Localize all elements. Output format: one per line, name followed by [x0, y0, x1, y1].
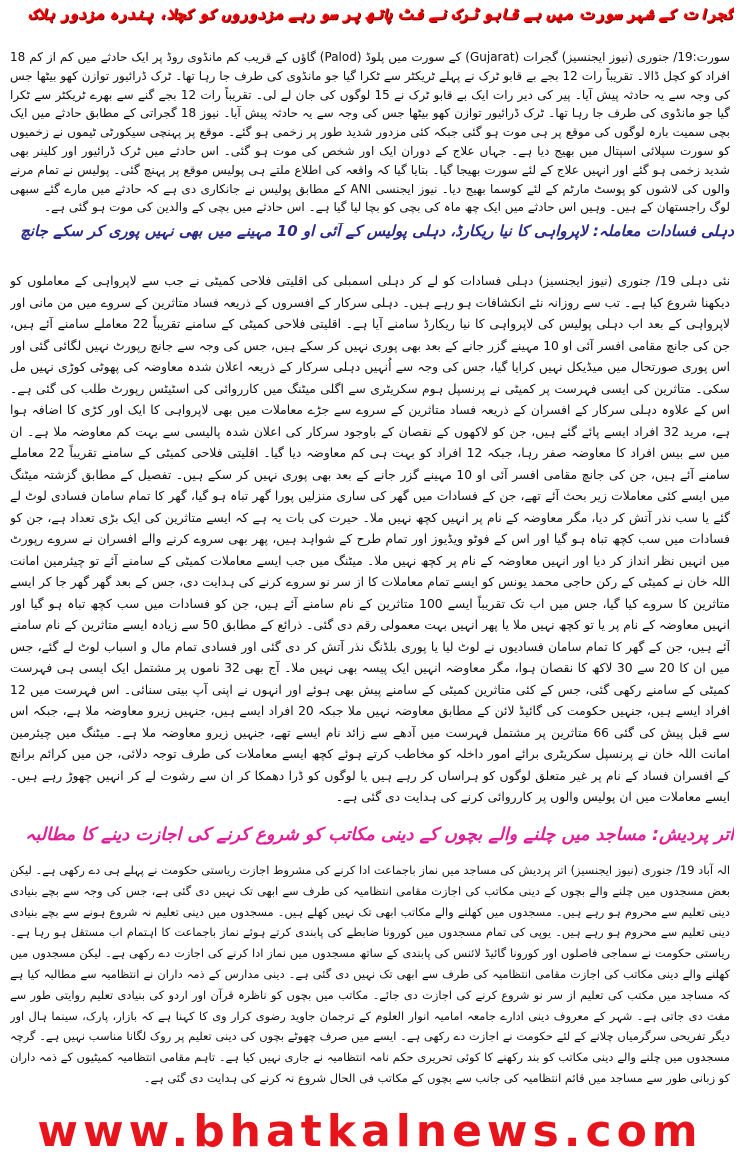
website-url: www.bhatkalnews.com [37, 1108, 703, 1156]
headline-up-madrasa: اُتر پردیش: مساجد میں چلنے والے بچوں کے دینی مکاتب کو شروع کرنے کی اجازت دینے کا مطالبہ [25, 826, 734, 845]
headline-gujarat-accident: گجرات کے شہر سورت میں بے قابو ٹرک نے فٹ پاتھ پر سو رہے مزدوروں کو کچلا، پندرہ مزدور ہلاک [28, 6, 734, 23]
article-up-madrasa-body: الہ آباد 19/ جنوری (نیوز ایجنسیز) اتر پردیش کی مساجد میں نماز باجماعت ادا کرنے کی مشروط اجازت ریاستی حکومت نے پہلے ہی دے رکھی ہے۔ لیکن بعض مسجدوں میں چلنے والے بچوں کے دینی مکاتب کی اجازت مقامی انتظامیہ کی طرف سے ابھی تک نہیں دی گئی ہے، جس کی وجہ سے بچے بنیادی دینی تعلیم سے محروم ہو رہے ہیں۔ مسجدوں میں کھلنے والے مکاتب ابھی تک نہیں کھلے ہیں۔ مسجدوں میں دینی تعلیم نہ شروع ہونے سے بچے بنیادی دینی تعلیم سے محروم ہو رہے ہیں۔ یوپی کی تمام مسجدوں میں کورونا ضابطے کی پابندی کرتے ہوئے نماز باجماعت کا اہتمام اب مستقل ہو رہا ہے۔ ریاستی حکومت نے سماجی فاصلوں اور کورونا گائیڈ لائنس کی پابندی کے ساتھ مسجدوں میں نماز ادا کرنے کی اجازت دے رکھی ہے۔ لیکن مسجدوں میں کھلنے والے دینی مکاتب کی اجازت مقامی انتظامیہ کی طرف سے ابھی تک نہیں دی گئی ہے۔ دینی مدارس کے ذمہ داران نے انتظامیہ سے مطالبہ کیا ہے کہ مساجد میں مکتب کی تعلیم از سر نو شروع کرنے کی اجازت دی جائے۔ مکاتب میں بچوں کو ناظرہ قرآن اور اردو کی بنیادی تعلیم روایتی طور سے مفت دی جاتی ہے۔ شہر کے معروف دینی ادارے جامعہ امامیہ انوار العلوم کے ترجمان جاوید رضوی کرار وی کا کہنا ہے کہ بازار، پارک، سینما ہال اور دیگر تفریحی سرگرمیاں چلانے کے لئے حکومت نے اجازت دے رکھی ہے۔ ایسے میں صرف چھوٹے بچوں کی دینی تعلیم پر روک لگانا مناسب نہیں ہے۔ گرچہ مسجدوں میں چلنے والے دینی مکاتب کو بند رکھنے کا کوئی تحریری حکم نامہ انتظامیہ نے جاری نہیں کیا ہے۔ تاہم مقامی انتظامیہ کمیٹیوں کے ذمہ داران کو زبانی طور سے مساجد میں قائم انتظامیہ کی جانب سے بچوں کے مکاتب فی الحال شروع نہ کرنے کی ہدایت دی گئی ہے۔ [10, 863, 730, 1085]
headline-delhi-riots: دہلی فسادات معاملہ: لاپرواہی کا نیا ریکارڈ، دہلی پولیس کے آئی او 10 مہینے میں بھی نہیں پوری کر سکے جانچ [20, 223, 734, 240]
article-gujarat-accident-body: سورت:19/ جنوری (نیوز ایجنسیز) گجرات (Gujarat) کے سورت میں پلوڈ (Palod) گاؤں کے قریب کم مانڈوی روڈ پر ایک حادثے میں کم از کم 18 افراد کو کچل ڈالا۔ تقریباً رات 12 بجے بے قابو ٹرک نے پہلے ٹریکٹر سے ٹکرا گیا جو مانڈوی کی طرف جا رہا تھا۔ ٹرک ڈرائیور توازن کھو بیٹھا جس کی وجہ سے یہ حادثہ پیش آیا۔ پیر کی دیر رات ایک بے قابو ٹرک نے 15 لوگوں کی جان لے لی۔ تقریباً رات 12 بجے گنے سے بھرے ٹریکٹر سے ٹکرا گیا جو مانڈوی کی طرف جا رہا تھا۔ ٹرک ڈرائیور توازن کھو بیٹھا جس کی وجہ سے یہ حادثہ پیش آیا۔ نیوز 18 گجراتی کے مطابق حادثے میں ایک بچی سمیت بارہ لوگوں کی موقع پر ہی موت ہو گئی جبکہ کئی مزدور شدید طور پر زخمی ہو گئے۔ موقع پر پہنچی سیکورٹی ٹیموں نے زخمیوں کو سورت سپلائی اسپتال میں بھیج دیا ہے۔ جہاں علاج کے دوران ایک اور شخص کی موت ہو گئی۔ اس حادثے میں ٹرک ڈرائیور اور کلینر بھی شدید زخمی ہو گئے اور انہیں علاج کے لئے سورت بھیجا گیا۔ بتایا گیا کہ واقعہ کی اطلاع ملتے ہی پولیس موقع پر پہنچ گئی۔ پولیس نے تمام مرنے والوں کی لاشوں کو پوسٹ مارٹم کے لئے کوسما بھیج دیا۔ نیوز ایجنسی ANI کے مطابق پولیس نے جانکاری دی ہے کہ حادثے میں مارے گئے سبھی لوگ راجستھان کے ہیں۔ وہیں اس حادثے میں ایک چھ ماہ کی بچی کو بچا لیا گیا ہے۔ اس حادثے میں بچی کے والدین کی موت ہو گئی ہے۔ [10, 50, 730, 215]
article-delhi-riots-body: نئی دہلی 19/ جنوری (نیوز ایجنسیز) دہلی فسادات کو لے کر دہلی اسمبلی کی اقلیتی فلاحی کمیٹی نے جب سے لاپرواہی کے معاملوں کو دیکھنا شروع کیا ہے۔ تب سے روزانہ نئے انکشافات ہو رہے ہیں۔ دہلی سرکار کے افسروں کے ذریعہ فساد متاثرین کے سروے میں من مانی اور لاپرواہی کے بعد اب دہلی پولیس کی لاپرواہی کا نیا ریکارڈ سامنے آیا ہے۔ اقلیتی فلاحی کمیٹی کے سامنے تقریباً 22 معاملے سامنے آئے ہیں، جن کی جانچ مقامی افسر آئی او 10 مہینے گزر جانے کے بعد بھی پوری نہیں کر سکے ہیں، جس کی وجہ سے جانچ رپورٹ نہیں لگائی گئی اور اس پوری صورتحال میں میڈیکل نہیں کرایا گیا، جس کی وجہ سے اُنہیں دہلی سرکار کے ذریعہ اعلان شدہ معاوضہ کی پھوٹی کوڑی نہیں مل سکی۔ متاثرین کی ایسی فہرست پر کمیٹی نے پرنسپل ہوم سکریٹری سے اگلی میٹنگ میں کارروائی کی اسٹیٹس رپورٹ طلب کی گئی ہے۔ اس کے علاوہ دہلی سرکار کے افسران کے ذریعہ فساد متاثرین کے سروے سے جڑے معاملات میں بھی لاپرواہی کا ایک اور کڑی کا اضافہ ہوا ہے، مرید 32 افراد ایسے پائے گئے ہیں، جن کو لاکھوں کے نقصان کے باوجود سرکار کی اعلان شدہ پالیسی سے بہت کم معاوضہ ملا ہے۔ ان میں سے بیس افراد کا معاوضہ صفر رہا، جبکہ 12 افراد کو بہت ہی کم معاوضہ دیا گیا۔ اقلیتی فلاحی کمیٹی کے سامنے تقریباً 22 معاملے سامنے آئے ہیں، جن کی جانچ مقامی افسر آئی او 10 مہینے گزر جانے کے بعد بھی پوری نہیں کر سکے ہیں۔ تفصیل کے مطابق گزشتہ میٹنگ میں ایسے کئی معاملات زیر بحث آئے تھے، جن کے فسادات میں گھر کی ساری منزلیں پورا گھر تباہ ہو گیا، گھر کا تمام سامان فسادی لوٹ لے گئے یا سب نذر آتش کر دیا، مگر معاوضہ کے نام پر انہیں کچھ نہیں ملا۔ حیرت کی بات یہ ہے کہ ایسے متاثرین کی ایک بڑی تعداد ہے، جن کو فسادات میں سب کچھ تباہ ہو گیا اور اس کے فوٹو ویڈیوز اور تمام طرح کے شواہد ہیں، پھر بھی سروے کرنے والے افسران نے سروے رپورٹ میں انہیں نظر انداز کر دیا اور انہیں معاوضہ کے نام پر کچھ نہیں ملا۔ میٹنگ میں جب ایسے معاملات کمیٹی کے سامنے آئے تو چیئرمین امانت اللہ خان نے کمیٹی کے رکن حاجی محمد یونس کو ایسے تمام معاملات کا از سر نو سروے کرنے کی ہدایت دی، جس کے بعد گھر گھر جا کر ایسے متاثرین کا سروے کیا گیا، جس میں اب تک تقریباً ایسے 100 متاثرین کے نام سامنے آئے ہیں، جن کو فسادات میں سب کچھ تباہ ہو گیا اور انہیں معاوضہ کے نام پر یا تو کچھ نہیں ملا یا پھر انہیں بہت معمولی رقم دی گئی۔ ذرائع کے مطابق 50 سے زیادہ ایسے متاثرین کے نام سامنے آئے ہیں، جن کے گھر کا تمام سامان فسادیوں نے لوٹ لیا یا پوری بلڈنگ نذر آتش کر دی گئی اور فسادی تمام مال و اسباب لوٹ لے گئے، جس میں ان کا 20 سے 30 لاکھ کا نقصان ہوا، مگر معاوضہ انہیں ایک پیسہ بھی نہیں ملا۔ آج بھی 32 ناموں پر مشتمل ایک ایسی ہی فہرست کمیٹی کے سامنے رکھی گئی، جس کے کئی متاثرین کمیٹی کے سامنے پیش بھی ہوئے اور انہوں نے اپنی آپ بیتی سنائی۔ اس فہرست میں 12 افراد ایسے ہیں، جنہیں حکومت کی گائیڈ لائن کے مطابق معاوضہ نہیں ملا جبکہ 20 افراد ایسے ہیں، جنہیں زیرو معاوضہ ملا ہے، جبکہ اس سے قبل پیش کی گئی 66 متاثرین پر مشتمل فہرست میں آدھے سے زائد نام ایسے تھے، جنہیں زیرو معاوضہ ملا ہے۔ میٹنگ میں چیئرمین امانت اللہ خان نے پرنسپل سکریٹری برائے امور داخلہ کو مخاطب کرتے ہوئے کچھ ایسے معاملات کی طرف توجہ دلائی، جن میں کرائم برانچ کے افسران فساد کے نام پر غیر متعلق لوگوں کو ہراساں کر رہے ہیں یا لوگوں کو ڈرا دھمکا کر ان سے رشوت لے کر انہیں چھوڑ رہے ہیں۔ ایسے معاملات میں ان پولیس والوں پر کارروائی کرنے کی ہدایت دی گئی ہے۔ [10, 274, 730, 804]
